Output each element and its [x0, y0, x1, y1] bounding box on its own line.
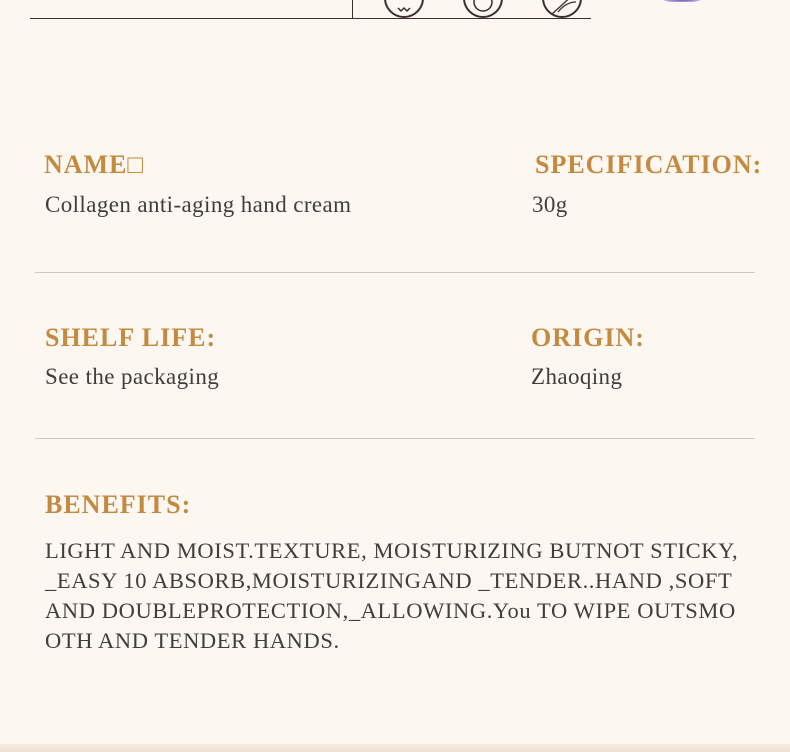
origin-value: Zhaoqing: [531, 364, 623, 389]
leaf-icon: [542, 0, 582, 18]
section-divider: [35, 438, 755, 439]
target-icon: [463, 0, 503, 18]
name-value: Collagen anti-aging hand cream: [45, 192, 352, 217]
badge-icon: [384, 0, 424, 18]
product-image-fragment: [655, 0, 709, 2]
origin-label: ORIGIN:: [531, 323, 645, 352]
specification-label: SPECIFICATION:: [535, 150, 763, 179]
bottom-band: [0, 744, 790, 752]
specification-value: 30g: [532, 192, 568, 217]
name-label: NAME□: [44, 150, 145, 179]
shelf-life-value: See the packaging: [45, 364, 220, 389]
top-divider: [352, 0, 353, 18]
section-divider: [35, 272, 755, 273]
shelf-life-label: SHELF LIFE:: [45, 323, 217, 352]
benefits-label: BENEFITS:: [45, 490, 192, 519]
benefits-text: LIGHT AND MOIST.TEXTURE, MOISTURIZING BUTNOT STICKY,_EASY 10 ABSORB,MOISTURIZINGAND _TENDER..HAND ,SOFT AND DOUBLEPROTECTION,_ALLOWING.You TO WIPE OUTSMOOTH AND TENDER HANDS.: [45, 538, 739, 653]
top-underline: [30, 18, 591, 19]
